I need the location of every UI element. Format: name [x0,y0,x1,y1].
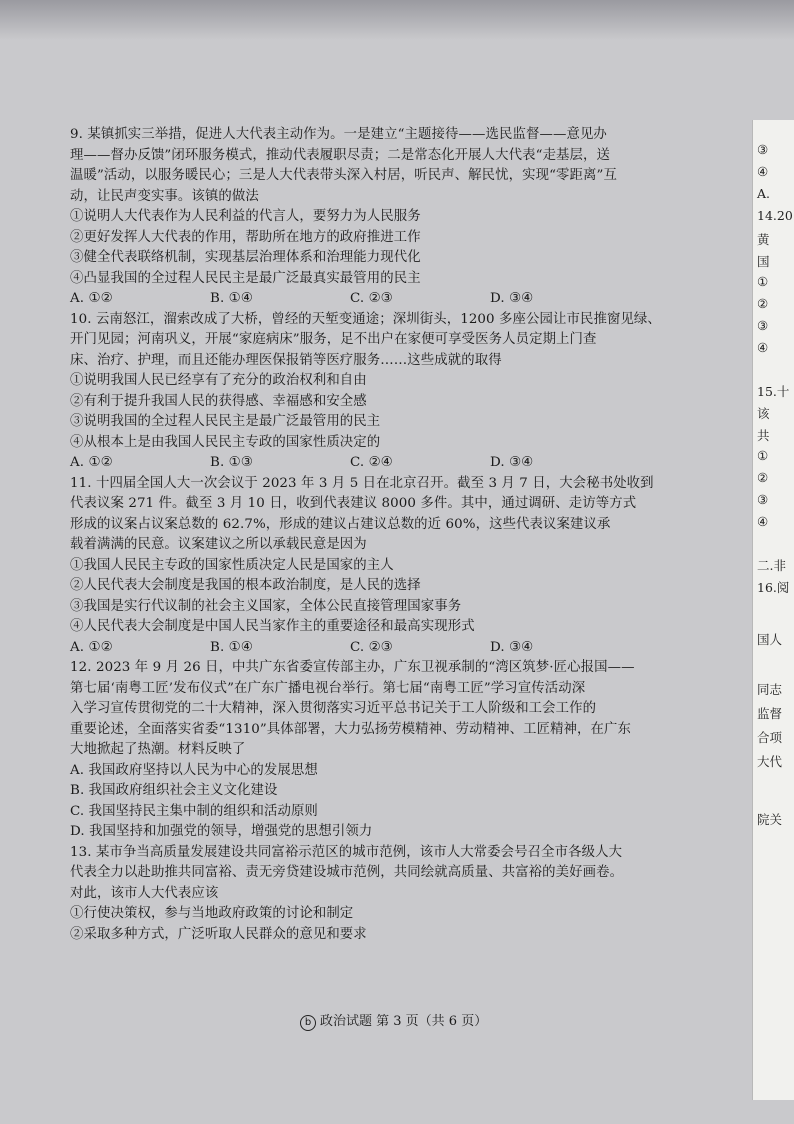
statement-4: ④从根本上是由我国人民民主专政的国家性质决定的 [70,434,381,450]
question-text: 代表议案 271 件。截至 3 月 10 日，收到代表建议 8000 多件。其中，通过调研、走访等方式 [70,496,637,511]
adjacent-page-text: 大代 [757,754,783,769]
answer-options [70,453,630,474]
page-footer [300,1010,500,1031]
question-text: 大地掀起了热潮。材料反映了 [70,742,246,757]
question-text: 床、治疗、护理，而且还能办理医保报销等医疗服务……这些成就的取得 [70,352,502,368]
adjacent-page-text: ① [757,448,769,463]
question-text: 11. 十四届全国人大一次会议于 2023 年 3 月 5 日在北京召开。截至 3 月 7 日，大会秘书处收到 [70,475,654,491]
adjacent-page-text: 黄 [757,232,770,247]
adjacent-page-text: 共 [757,428,770,443]
question-text: 13. 某市争当高质量发展建设共同富裕示范区的城市范例，该市人大常委会号召全市各级人大 [70,844,623,860]
exam-page-content [70,125,750,945]
page-number-text: 政治试题 第 3 页（共 6 页） [320,1014,488,1029]
question-11 [70,474,750,659]
option-c: C. ②③ [350,639,393,655]
option-d: D. ③④ [490,455,534,470]
option-b: B. 我国政府组织社会主义文化建设 [70,783,278,798]
adjacent-page-text: 国人 [757,632,783,647]
adjacent-page-text: 14.20 [757,208,793,223]
statement-1: ①我国人民民主专政的国家性质决定人民是国家的主人 [70,557,394,573]
statement-2: ②人民代表大会制度是我国的根本政治制度，是人民的选择 [70,578,421,593]
question-text: 第七届‘南粤工匠’发布仪式”在广东广播电视台举行。第七届“南粤工匠”学习宣传活动深 [70,680,586,696]
question-text: 理——督办反馈”闭环服务模式，推动代表履职尽责；二是常态化开展人大代表“走基层，送 [70,147,611,163]
option-d: D. 我国坚持和加强党的领导，增强党的思想引领力 [70,824,373,839]
adjacent-page-text: 监督 [757,706,783,721]
option-c: C. ②③ [350,291,393,306]
option-a: A. ①② [70,639,113,655]
adjacent-page-text: 同志 [757,682,783,697]
adjacent-page-text: ① [757,274,769,289]
adjacent-page-text: 16.阅 [757,580,790,595]
statement-4: ④人民代表大会制度是中国人民当家作主的重要途径和最高实现形式 [70,619,475,634]
statement-3: ③我国是实行代议制的社会主义国家，全体公民直接管理国家事务 [70,598,462,614]
option-d: D. ③④ [490,291,534,306]
option-c: C. ②④ [350,455,393,470]
adjacent-page-text: 国 [757,254,770,269]
adjacent-page-text: ④ [757,340,769,355]
statement-3: ③健全代表联络机制，实现基层治理体系和治理能力现代化 [70,250,421,265]
question-text: 代表全力以赴助推共同富裕、责无旁贷建设城市范例，共同绘就高质量、共富裕的美好画卷。 [70,865,624,880]
question-10 [70,310,750,474]
adjacent-page-text: 院关 [757,812,783,827]
adjacent-page-edge [752,120,794,1100]
answer-options [70,638,630,659]
adjacent-page-text: ③ [757,492,769,507]
statement-1: ①说明人大代表作为人民利益的代言人，要努力为人民服务 [70,209,421,224]
question-text: 动，让民声变实事。该镇的做法 [70,188,259,204]
option-b: B. ①④ [210,291,253,306]
statement-1: ①行使决策权，参与当地政府政策的讨论和制定 [70,906,354,921]
adjacent-page-text: A. [757,186,771,201]
statement-2: ②有利于提升我国人民的获得感、幸福感和安全感 [70,393,367,409]
question-text: 温暖”活动，以服务暖民心；三是人大代表带头深入村居，听民声、解民忧，实现“零距离”互 [70,168,617,183]
question-text: 重要论述，全面落实省委“1310”具体部署，大力弘扬劳模精神、劳动精神、工匠精神，在广东 [70,721,632,737]
question-text: 对此，该市人大代表应该 [70,885,219,901]
question-text: 入学习宣传贯彻党的二十大精神，深入贯彻落实习近平总书记关于工人阶级和工会工作的 [70,701,597,716]
question-13 [70,843,750,946]
adjacent-page-text: ③ [757,318,769,333]
adjacent-page-text: ② [757,296,769,311]
option-c: C. 我国坚持民主集中制的组织和活动原则 [70,803,318,819]
statement-2: ②采取多种方式，广泛听取人民群众的意见和要求 [70,926,367,942]
adjacent-page-text: ④ [757,514,769,529]
answer-options [70,289,630,310]
adjacent-page-text: 合项 [757,730,783,745]
option-d: D. ③④ [490,639,534,655]
exam-version-badge: b [300,1015,316,1031]
question-9 [70,125,750,310]
adjacent-page-text: 15.十 [757,384,790,399]
question-text: 10. 云南怒江，溜索改成了大桥，曾经的天堑变通途；深圳街头，1200 多座公园让市民推窗见绿、 [70,311,661,327]
option-a: A. ①② [70,291,113,306]
statement-4: ④凸显我国的全过程人民民主是最广泛最真实最管用的民主 [70,270,421,286]
option-a: A. ①② [70,455,113,470]
question-text: 载着满满的民意。议案建议之所以承载民意是因为 [70,537,367,552]
option-b: B. ①④ [210,639,253,655]
question-text: 形成的议案占议案总数的 62.7%，形成的建议占建议总数的近 60%，这些代表议案建议承 [70,516,611,532]
question-text: 开门见园；河南巩义，开展“家庭病床”服务，足不出户在家便可享受医务人员定期上门查 [70,332,597,347]
option-a: A. 我国政府坚持以人民为中心的发展思想 [70,762,318,778]
option-b: B. ①③ [210,455,253,470]
statement-2: ②更好发挥人大代表的作用，帮助所在地方的政府推进工作 [70,229,421,245]
question-text: 12. 2023 年 9 月 26 日，中共广东省委宣传部主办，广东卫视承制的“湾区筑梦·匠心报国—— [70,660,635,675]
scan-top-shadow [0,0,794,40]
question-12 [70,658,750,843]
adjacent-page-text: 该 [757,406,770,421]
statement-3: ③说明我国的全过程人民民主是最广泛最管用的民主 [70,414,381,429]
adjacent-page-text: ③ [757,142,769,157]
statement-1: ①说明我国人民已经享有了充分的政治权利和自由 [70,373,367,388]
adjacent-page-text: ④ [757,164,769,179]
question-text: 9. 某镇抓实三举措，促进人大代表主动作为。一是建立“主题接待——选民监督——意见办 [70,127,607,142]
adjacent-page-text: ② [757,470,769,485]
adjacent-page-text: 二.非 [757,558,786,573]
